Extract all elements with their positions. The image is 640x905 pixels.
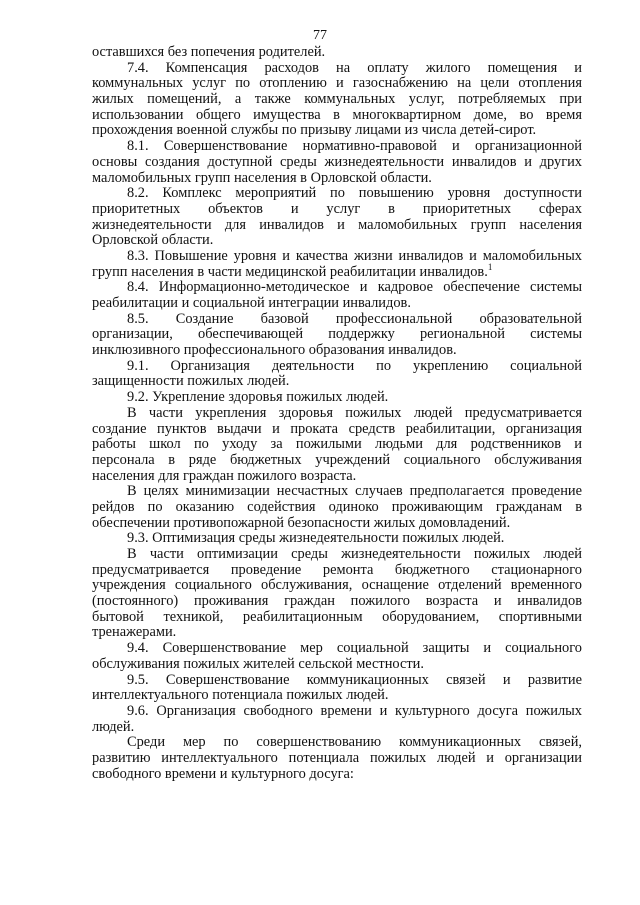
- paragraph: [92, 390, 582, 406]
- text-line: персонала в ряде бюджетных учреждений социального обслуживания: [92, 451, 582, 468]
- text-line: В целях минимизации несчастных случаев предполагается проведение: [127, 483, 582, 500]
- text-line: рейдов по оказанию содействия одиноко проживающим гражданам в: [92, 498, 582, 515]
- paragraph: [92, 61, 582, 139]
- text-line: Среди мер по совершенствованию коммуникационных связей,: [127, 734, 582, 751]
- text-line: 9.5. Совершенствование коммуникационных связей и развитие: [127, 671, 582, 688]
- paragraph: [92, 280, 582, 311]
- text-line: создание пунктов выдачи и проката средств реабилитации, организация: [92, 420, 582, 437]
- text-line: развитию интеллектуального потенциала пожилых людей и организации: [92, 749, 582, 766]
- paragraph: [92, 139, 582, 186]
- text-line: реабилитации и социальной интеграции инвалидов.: [92, 295, 411, 311]
- text-line: приоритетных объектов и услуг в приоритетных сферах: [92, 200, 582, 217]
- text-line: жизнедеятельности для инвалидов и маломобильных групп населения: [92, 216, 582, 233]
- text-line: инклюзивного профессионального образования инвалидов.: [92, 342, 457, 359]
- text-line: обслуживания пожилых жителей сельской местности.: [92, 655, 424, 672]
- paragraph: [92, 359, 582, 390]
- text-line: В части укрепления здоровья пожилых людей предусматривается: [127, 404, 582, 421]
- page-number: 77: [313, 28, 327, 43]
- text-line: основы создания доступной среды жизнедеятельности инвалидов и других: [92, 153, 582, 170]
- footnote-mark: 1: [487, 261, 493, 272]
- text-line: предусматривается проведение ремонта бюджетного стационарного: [92, 561, 582, 578]
- text-line: 8.1. Совершенствование нормативно-правовой и организационной: [127, 138, 582, 155]
- text-line: 9.1. Организация деятельности по укреплению социальной: [127, 357, 582, 374]
- text-line: организации, обеспечивающей поддержку региональной системы: [92, 326, 582, 343]
- text-line: прохождения военной службы по призыву лицами из числа детей-сирот.: [92, 122, 537, 139]
- text-line: Орловской области.: [92, 232, 214, 249]
- text-line: (постоянного) проживания граждан пожилого возраста и инвалидов: [92, 593, 582, 610]
- text-line: 7.4. Компенсация расходов на оплату жилого помещения и: [127, 59, 582, 76]
- text-line: работы школ по уходу за пожилыми людьми для родственников и: [92, 436, 582, 453]
- text-line: В части оптимизации среды жизнедеятельности пожилых людей: [127, 546, 582, 562]
- paragraph: [92, 312, 582, 359]
- text-line: свободного времени и культурного досуга:: [92, 765, 354, 782]
- text-line: людей.: [92, 718, 135, 735]
- text-line: 9.2. Укрепление здоровья пожилых людей.: [127, 389, 389, 406]
- document-body: [92, 45, 582, 782]
- paragraph: [92, 186, 582, 249]
- text-line: 9.3. Оптимизация среды жизнедеятельности пожилых людей.: [127, 530, 505, 547]
- text-line: 9.6. Организация свободного времени и культурного досуга пожилых: [127, 702, 582, 719]
- paragraph: [92, 547, 582, 641]
- text-line: обеспечении противопожарной безопасности жилых домовладений.: [92, 514, 511, 531]
- paragraph: [92, 531, 582, 547]
- text-line: оставшихся без попечения родителей.: [92, 44, 326, 60]
- text-line: учреждения социального обслуживания, оснащение отделений временного: [92, 577, 582, 594]
- paragraph: [92, 704, 582, 735]
- text-line: 8.4. Информационно-методическое и кадровое обеспечение системы: [127, 279, 582, 296]
- paragraph: [92, 735, 582, 782]
- text-line: 8.3. Повышение уровня и качества жизни инвалидов и маломобильных: [127, 247, 582, 264]
- text-line: маломобильных групп населения в Орловской области.: [92, 169, 432, 186]
- paragraph: [92, 45, 582, 61]
- paragraph: [92, 484, 582, 531]
- text-line: интеллектуального потенциала пожилых людей.: [92, 687, 389, 704]
- text-line: 8.2. Комплекс мероприятий по повышению уровня доступности: [127, 185, 582, 202]
- text-line: защищенности пожилых людей.: [92, 373, 290, 390]
- text-line: 9.4. Совершенствование мер социальной защиты и социального: [127, 640, 582, 657]
- paragraph: [92, 249, 582, 280]
- text-line: населения для граждан пожилого возраста.: [92, 467, 357, 484]
- text-line: 8.5. Создание базовой профессиональной образовательной: [127, 310, 582, 327]
- paragraph: [92, 673, 582, 704]
- text-line: тренажерами.: [92, 624, 177, 641]
- text-line: использовании общего имущества в многоквартирном доме, во время: [92, 106, 582, 123]
- text-line: жилых помещений, а также коммунальных услуг, потребляемых при: [92, 91, 582, 108]
- text-line: коммунальных услуг по отоплению и газоснабжению на цели отопления: [92, 75, 582, 92]
- paragraph: [92, 641, 582, 672]
- text-line: бытовой техникой, реабилитационным оборудованием, спортивными: [92, 608, 582, 625]
- text-line: групп населения в части медицинской реабилитации инвалидов.$^1$: [92, 261, 493, 280]
- paragraph: [92, 406, 582, 484]
